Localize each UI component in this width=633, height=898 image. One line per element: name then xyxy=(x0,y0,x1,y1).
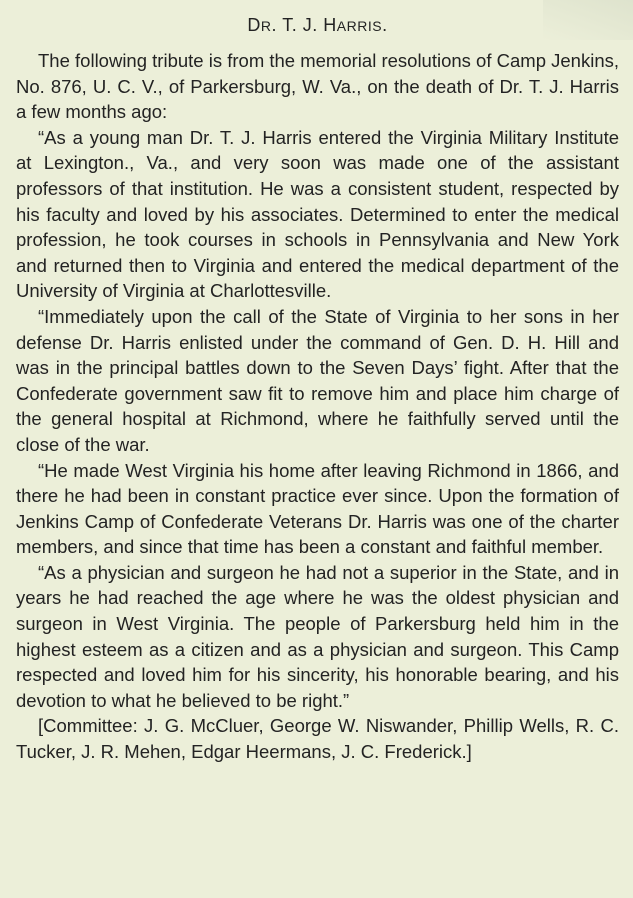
paragraph-early-life: “As a young man Dr. T. J. Harris entered the Virginia Military Institute at Lexington., Va., and very soon was made one of the assistant professors of that institution. He was a consistent student, respected by his faculty and loved by his associates. Determined to enter the medical profession, he took courses in schools in Pennsylvania and New York and returned then to Virginia and entered the medical department of the University of Virginia at Charlottesville. xyxy=(16,126,619,302)
paragraph-intro: The following tribute is from the memorial resolutions of Camp Jenkins, No. 876, U. C. V., of Parkersburg, W. Va., on the death of Dr. T. J. Harris a few months ago: xyxy=(16,50,619,123)
paragraph-tribute: “As a physician and surgeon he had not a superior in the State, and in years he had reached the age where he was the oldest physician and surgeon in West Virginia. The people of Parkersburg held him in the highest esteem as a citizen and as a physician and surgeon. This Camp respected and loved him for his sincerity, his honorable bearing, and his devotion to what he believed to be right.” xyxy=(16,561,619,711)
page-smudge xyxy=(543,0,633,40)
article-body xyxy=(16,48,619,765)
paragraph-committee: [Committee: J. G. McCluer, George W. Niswander, Phillip Wells, R. C. Tucker, J. R. Mehen, Edgar Heermans, J. C. Frederick.] xyxy=(16,715,619,763)
article-heading: DR. T. J. HARRIS. xyxy=(247,15,388,35)
paragraph-west-virginia: “He made West Virginia his home after leaving Richmond in 1866, and there he had been in constant practice ever since. Upon the formation of Jenkins Camp of Confederate Veterans Dr. Harris was one of the charter members, and since that time has been a constant and faithful member. xyxy=(16,459,619,558)
paragraph-war-service: “Immediately upon the call of the State of Virginia to her sons in her defense Dr. Harris enlisted under the command of Gen. D. H. Hill and was in the principal battles down to the Seven Days’ fight. After that the Confederate government saw fit to remove him and place him charge of the general hospital at Richmond, where he faithfully served until the close of the war. xyxy=(16,305,619,455)
